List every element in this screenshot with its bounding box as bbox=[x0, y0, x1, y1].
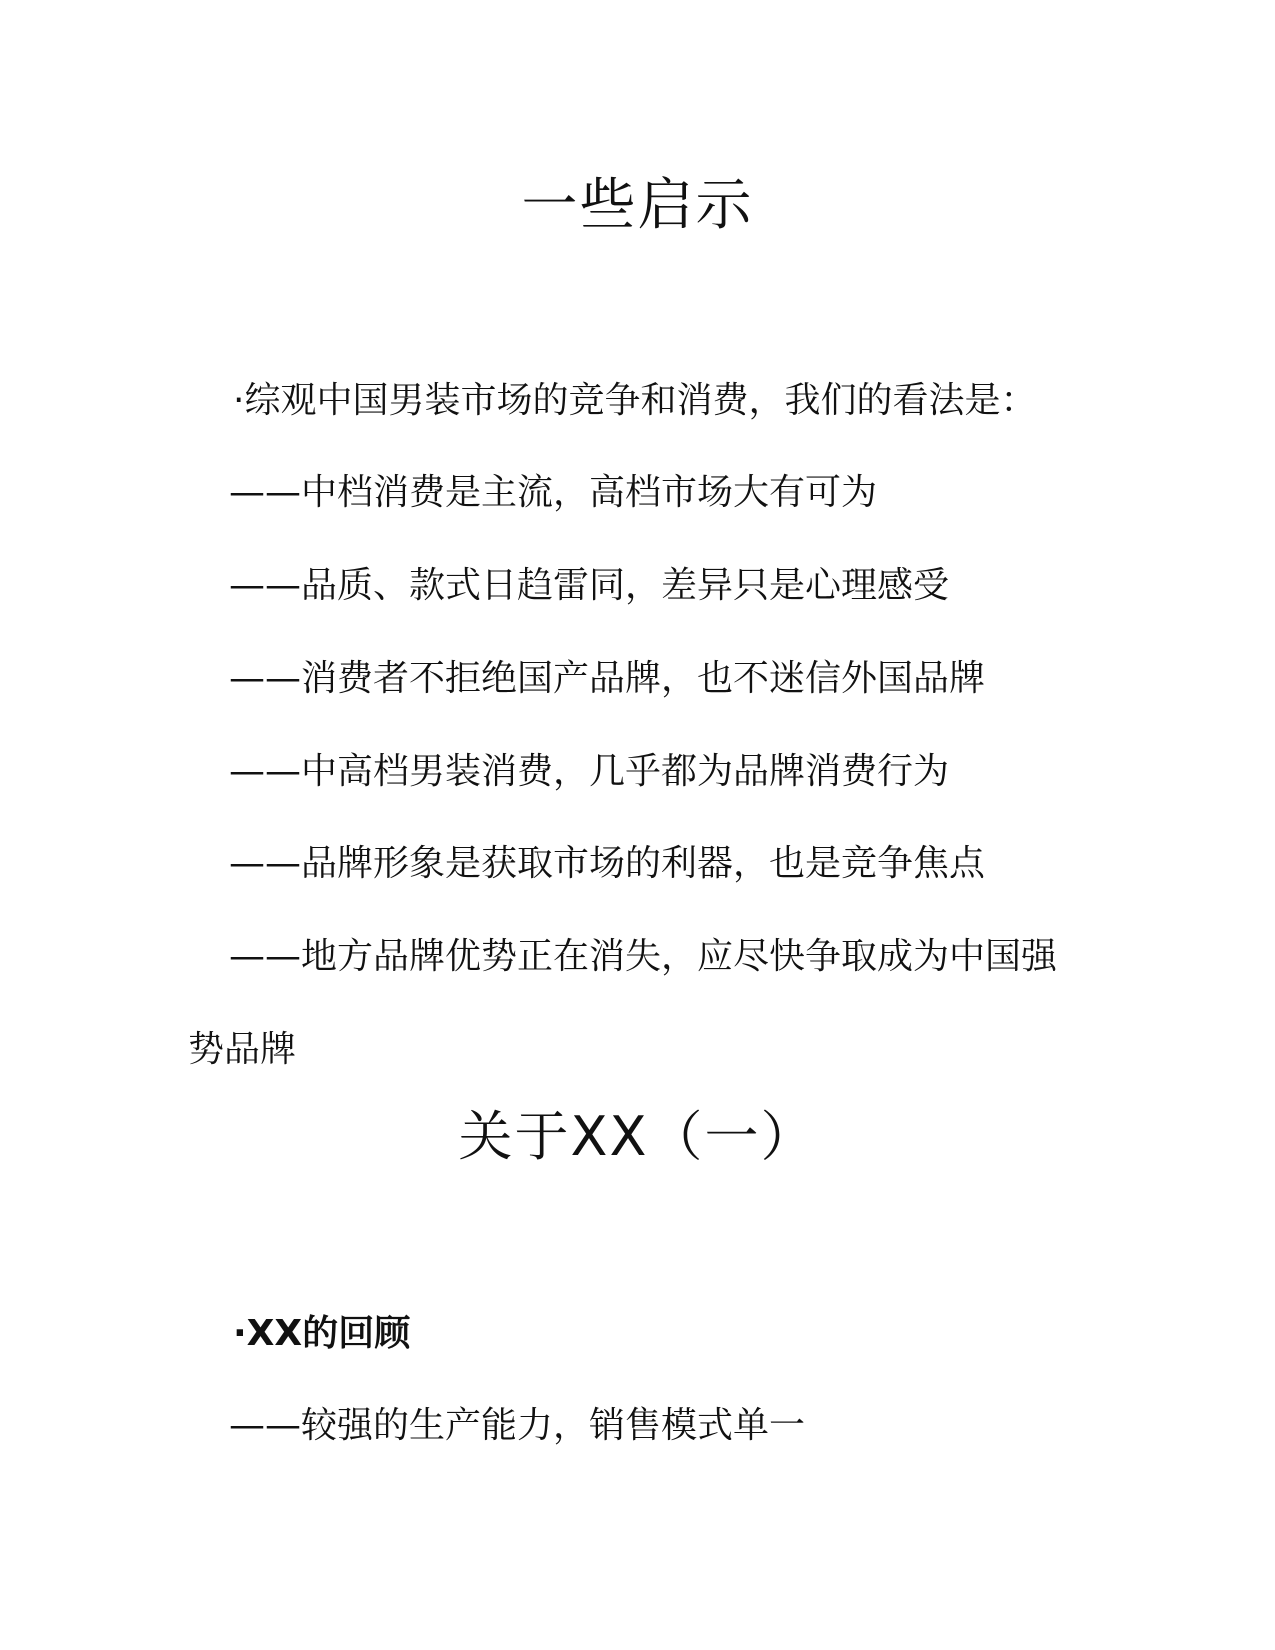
point-item: ——中高档男装消费，几乎都为品牌消费行为 bbox=[229, 751, 950, 792]
point-item: ——品牌形象是获取市场的利器，也是竞争焦点 bbox=[229, 843, 986, 884]
section-intro: ·综观中国男装市场的竞争和消费，我们的看法是： bbox=[233, 380, 1037, 421]
point-item: ——地方品牌优势正在消失，应尽快争取成为中国强 bbox=[229, 936, 1058, 977]
section-intro: ·XX的回顾 bbox=[233, 1313, 411, 1354]
section-title-about: 关于XX（一） bbox=[458, 1105, 817, 1168]
point-item: ——中档消费是主流，高档市场大有可为 bbox=[229, 472, 878, 513]
point-item-continuation: 势品牌 bbox=[188, 1029, 297, 1070]
section-title-insights: 一些启示 bbox=[521, 173, 754, 238]
point-item: ——较强的生产能力，销售模式单一 bbox=[229, 1405, 806, 1446]
point-item: ——消费者不拒绝国产品牌，也不迷信外国品牌 bbox=[229, 658, 986, 699]
point-item: ——品质、款式日趋雷同，差异只是心理感受 bbox=[229, 565, 950, 606]
